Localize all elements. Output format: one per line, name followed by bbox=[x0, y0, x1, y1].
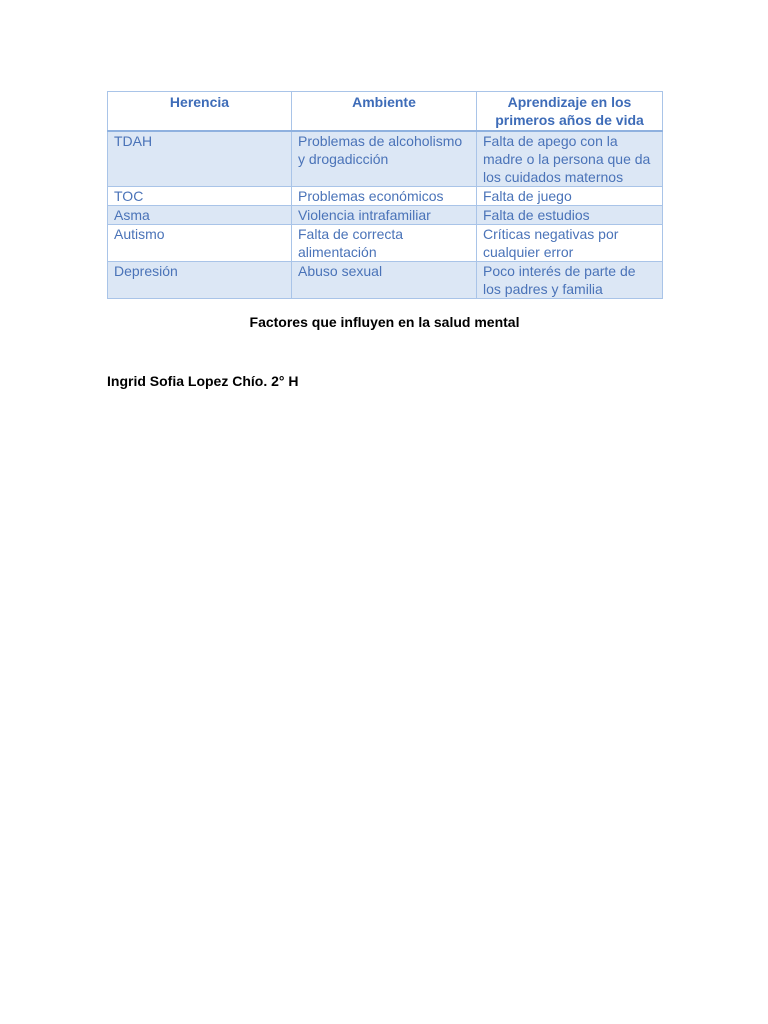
table-row bbox=[108, 262, 663, 299]
header-ambiente: Ambiente bbox=[292, 92, 477, 132]
table-header-row bbox=[108, 92, 663, 132]
factors-table bbox=[107, 91, 663, 299]
table-cell: Violencia intrafamiliar bbox=[292, 206, 477, 225]
table-caption: Factores que influyen en la salud mental bbox=[249, 314, 520, 330]
table-cell: TOC bbox=[108, 187, 292, 206]
table-cell: Autismo bbox=[108, 225, 292, 262]
table-cell: Críticas negativas por cualquier error bbox=[477, 225, 663, 262]
table-cell: Falta de estudios bbox=[477, 206, 663, 225]
author-line: Ingrid Sofia Lopez Chío. 2° H bbox=[107, 373, 299, 389]
table-cell: TDAH bbox=[108, 131, 292, 187]
table-cell: Poco interés de parte de los padres y familia bbox=[477, 262, 663, 299]
header-aprendizaje: Aprendizaje en los primeros años de vida bbox=[477, 92, 663, 132]
table-cell: Problemas de alcoholismo y drogadicción bbox=[292, 131, 477, 187]
table-row bbox=[108, 206, 663, 225]
header-herencia: Herencia bbox=[108, 92, 292, 132]
table-row bbox=[108, 225, 663, 262]
table-cell: Abuso sexual bbox=[292, 262, 477, 299]
table-row bbox=[108, 131, 663, 187]
table-cell: Asma bbox=[108, 206, 292, 225]
table-row bbox=[108, 187, 663, 206]
table-cell: Falta de correcta alimentación bbox=[292, 225, 477, 262]
table-cell: Falta de juego bbox=[477, 187, 663, 206]
table-cell: Problemas económicos bbox=[292, 187, 477, 206]
table-cell: Falta de apego con la madre o la persona que da los cuidados maternos bbox=[477, 131, 663, 187]
table-cell: Depresión bbox=[108, 262, 292, 299]
